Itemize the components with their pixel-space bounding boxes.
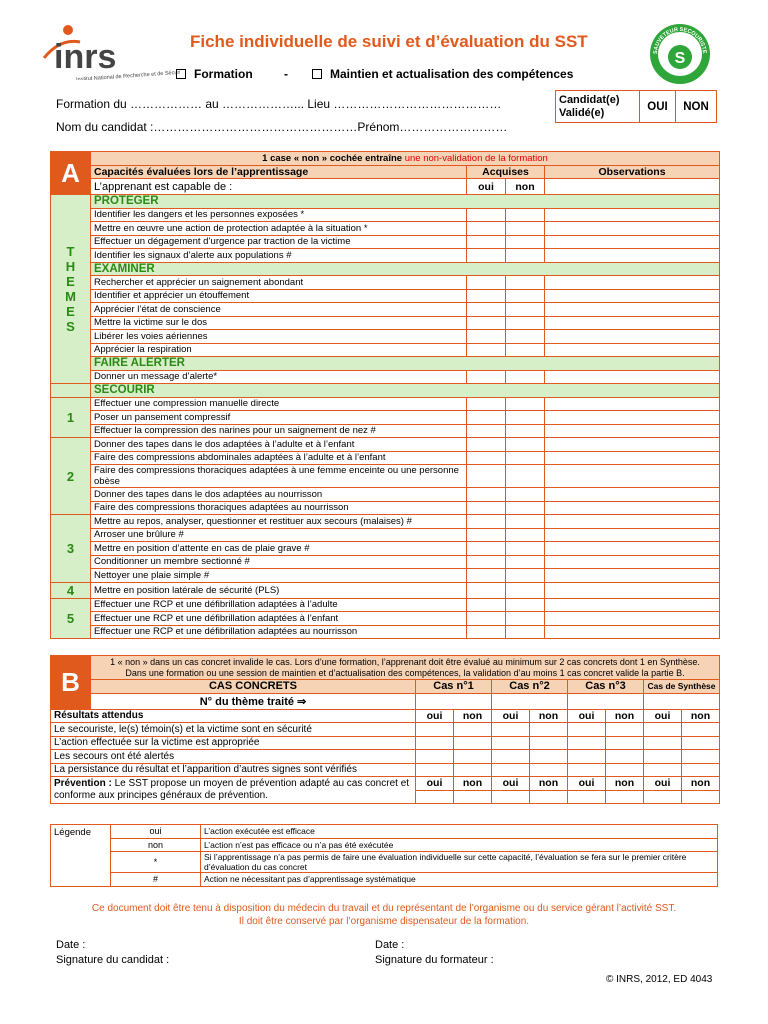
section-b-letter: B: [51, 656, 91, 710]
oui-cell[interactable]: [467, 582, 506, 598]
prevention-cell[interactable]: [606, 790, 644, 804]
non-cell[interactable]: [506, 582, 545, 598]
capacity-label: Apprécier l’état de conscience: [91, 303, 467, 317]
result-cell[interactable]: [454, 736, 492, 750]
result-cell[interactable]: [682, 763, 720, 777]
legend-text: L’action exécutée est efficace: [201, 825, 718, 839]
table-row: [51, 488, 720, 502]
result-cell[interactable]: [644, 736, 682, 750]
section-b-table: [50, 655, 720, 804]
observation-cell[interactable]: [545, 289, 720, 303]
capacity-label: Effectuer une RCP et une défibrillation adaptées à l’enfant: [91, 612, 467, 626]
oui-cell[interactable]: [467, 208, 506, 222]
result-cell[interactable]: [606, 750, 644, 764]
group-title-row: [51, 262, 720, 276]
table-row: [51, 424, 720, 438]
result-cell[interactable]: [606, 723, 644, 737]
non-cell[interactable]: [506, 316, 545, 330]
capacity-label: Effectuer un dégagement d’urgence par traction de la victime: [91, 235, 467, 249]
non-cell[interactable]: [506, 501, 545, 515]
oui-cell[interactable]: [467, 249, 506, 263]
result-cell[interactable]: [568, 763, 606, 777]
group-title-row: [51, 384, 720, 398]
result-cell[interactable]: [682, 736, 720, 750]
option-maintien[interactable]: [312, 67, 573, 81]
observation-cell[interactable]: [545, 343, 720, 357]
observation-cell[interactable]: [545, 303, 720, 317]
result-cell[interactable]: [682, 723, 720, 737]
result-label: La persistance du résultat et l’apparition d’autres signes sont vérifiés: [51, 763, 416, 777]
prevention-row: [51, 777, 720, 791]
non-cell[interactable]: [506, 515, 545, 529]
secourir-body: [51, 384, 720, 639]
prevention-cell[interactable]: [682, 790, 720, 804]
observation-cell[interactable]: [545, 424, 720, 438]
sst-badge: [645, 22, 715, 86]
legend-key: *: [111, 852, 201, 873]
observation-cell[interactable]: [545, 555, 720, 569]
cas2-label: Cas n°2: [492, 680, 568, 694]
table-row: [51, 598, 720, 612]
checkbox-icon[interactable]: [312, 69, 322, 79]
capacity-label: Mettre en œuvre une action de protection adaptée à la situation *: [91, 222, 467, 236]
observation-cell[interactable]: [545, 569, 720, 583]
result-header-row: [51, 709, 720, 723]
table-row: [51, 612, 720, 626]
table-row: [51, 465, 720, 488]
table-row: [51, 208, 720, 222]
legend-row: [51, 825, 718, 839]
table-row: [51, 235, 720, 249]
result-cell[interactable]: [606, 763, 644, 777]
synthese-theme[interactable]: [644, 693, 720, 709]
section-b-note2: Dans une formation ou une session de maintien et d’actualisation des compétences, la validation d’au moins 1 cas concret valide la partie B.: [125, 667, 685, 678]
note-black: 1 case « non » cochée entraîne: [262, 152, 403, 164]
capacity-label: Mettre en position latérale de sécurité (PLS): [91, 582, 467, 598]
table-row: [51, 569, 720, 583]
non-cell[interactable]: [506, 276, 545, 290]
result-cell[interactable]: [644, 723, 682, 737]
prevention-label: [51, 777, 416, 804]
capacity-label: Apprécier la respiration: [91, 343, 467, 357]
col-non: non: [506, 179, 545, 195]
capacity-label: Identifier les signaux d’alerte aux populations #: [91, 249, 467, 263]
table-row: [51, 289, 720, 303]
date-label: Date :: [56, 939, 86, 951]
oui-cell[interactable]: [467, 370, 506, 384]
non-label: non: [454, 709, 492, 723]
oui-cell[interactable]: [467, 316, 506, 330]
section-a-table: [50, 151, 720, 639]
table-row: [51, 763, 720, 777]
badge-letter: S: [674, 50, 686, 67]
non-cell[interactable]: [506, 330, 545, 344]
observation-cell[interactable]: [545, 501, 720, 515]
capacity-label: Conditionner un membre sectionné #: [91, 555, 467, 569]
footer-note1: Ce document doit être tenu à disposition du médecin du travail et du représentant de l’organisme ou du service gérant l’activité SST.: [91, 903, 677, 914]
non-cell[interactable]: [506, 465, 545, 488]
non-label: non: [682, 777, 720, 791]
checkbox-icon[interactable]: [176, 69, 186, 79]
non-cell[interactable]: [506, 598, 545, 612]
non-label: non: [530, 709, 568, 723]
result-cell[interactable]: [568, 750, 606, 764]
table-row: [51, 438, 720, 452]
secourir-number: 2: [51, 438, 91, 515]
non-cell[interactable]: [506, 612, 545, 626]
result-cell[interactable]: [644, 763, 682, 777]
legend-key: #: [111, 873, 201, 887]
result-cell[interactable]: [416, 736, 454, 750]
legend-text: L’action n’est pas efficace ou n’a pas été exécutée: [201, 838, 718, 852]
oui-label: oui: [568, 709, 606, 723]
section-a-letter: A: [51, 152, 91, 195]
observation-cell[interactable]: [545, 208, 720, 222]
table-row: [51, 501, 720, 515]
oui-label: oui: [416, 777, 454, 791]
legend-title: Légende: [51, 825, 111, 887]
oui-cell[interactable]: [467, 397, 506, 411]
cas-concrets-label: CAS CONCRETS: [91, 680, 416, 694]
logo-subtitle: Institut National de Recherche et de Sécurité: [75, 69, 180, 80]
prevention-bold: Prévention :: [54, 778, 112, 789]
cas1-label: Cas n°1: [416, 680, 492, 694]
result-cell[interactable]: [682, 750, 720, 764]
observation-cell[interactable]: [545, 249, 720, 263]
group-title: SECOURIR: [91, 384, 720, 398]
logo-text: inrs: [54, 38, 117, 76]
valid-label: Candidat(e) Validé(e): [556, 91, 640, 123]
group-title-row: [51, 357, 720, 371]
legend-text: Action ne nécessitant pas d’apprentissage systématique: [201, 873, 718, 887]
trainer-signature[interactable]: [375, 938, 494, 968]
capacity-label: Effectuer une RCP et une défibrillation adaptées à l’adulte: [91, 598, 467, 612]
result-cell[interactable]: [644, 750, 682, 764]
observation-cell[interactable]: [545, 488, 720, 502]
oui-cell[interactable]: [467, 303, 506, 317]
oui-cell[interactable]: [467, 235, 506, 249]
result-cell[interactable]: [492, 763, 530, 777]
legend-row: [51, 852, 718, 873]
sig-formateur-label: Signature du formateur :: [375, 954, 494, 966]
observation-cell[interactable]: [545, 370, 720, 384]
oui-cell[interactable]: [467, 515, 506, 529]
legend-key: non: [111, 838, 201, 852]
table-row: [51, 515, 720, 529]
capacity-label: Faire des compressions abdominales adaptées à l’adulte et à l’enfant: [91, 451, 467, 465]
oui-cell[interactable]: [467, 438, 506, 452]
table-row: [51, 555, 720, 569]
table-row: [51, 723, 720, 737]
sig-candidat-label: Signature du candidat :: [56, 954, 170, 966]
non-label: non: [682, 709, 720, 723]
oui-cell[interactable]: [467, 555, 506, 569]
result-cell[interactable]: [568, 736, 606, 750]
footer-note2: Il doit être conservé par l’organisme dispensateur de la formation.: [238, 916, 530, 927]
table-row: [51, 625, 720, 639]
non-cell[interactable]: [506, 542, 545, 556]
option-separator: -: [284, 67, 288, 81]
capacity-label: Faire des compressions thoraciques adaptées au nourrisson: [91, 501, 467, 515]
result-cell[interactable]: [454, 723, 492, 737]
cas2-theme[interactable]: [492, 693, 568, 709]
cas-synthese-label: Cas de Synthèse: [644, 680, 720, 694]
oui-label: oui: [644, 777, 682, 791]
oui-cell[interactable]: [467, 289, 506, 303]
candidate-name-line[interactable]: Nom du candidat :……………………………………………Prénom………………………: [56, 120, 508, 134]
oui-label: oui: [492, 709, 530, 723]
result-cell[interactable]: [454, 750, 492, 764]
observation-cell[interactable]: [545, 582, 720, 598]
prevention-cell[interactable]: [416, 790, 454, 804]
capacity-label: Effectuer une RCP et une défibrillation adaptées au nourrisson: [91, 625, 467, 639]
oui-cell[interactable]: [467, 330, 506, 344]
non-label: non: [606, 709, 644, 723]
capacity-label: Identifier les dangers et les personnes exposées *: [91, 208, 467, 222]
non-cell[interactable]: [506, 411, 545, 425]
section-a-note: [91, 152, 720, 166]
non-cell[interactable]: [506, 625, 545, 639]
oui-cell[interactable]: [467, 528, 506, 542]
non-cell[interactable]: [506, 249, 545, 263]
themes-label: [51, 195, 91, 384]
validation-table: [555, 90, 717, 123]
observation-cell[interactable]: [545, 598, 720, 612]
non-cell[interactable]: [506, 451, 545, 465]
table-row: [51, 370, 720, 384]
non-cell[interactable]: [506, 555, 545, 569]
table-row: [51, 276, 720, 290]
observation-cell[interactable]: [545, 316, 720, 330]
oui-label: oui: [568, 777, 606, 791]
legend-row: [51, 838, 718, 852]
copyright: © INRS, 2012, ED 4043: [606, 974, 713, 985]
section-b-note: [91, 656, 720, 680]
table-row: [51, 411, 720, 425]
oui-cell[interactable]: [467, 501, 506, 515]
non-cell[interactable]: [506, 397, 545, 411]
prevention-text: Le SST propose un moyen de prévention adapté au cas concret et conforme aux principes généraux de prévention.: [54, 778, 410, 801]
non-cell[interactable]: [506, 289, 545, 303]
capacity-label: Poser un pansement compressif: [91, 411, 467, 425]
badge-text: SAUVETEUR SECOURISTE: [652, 26, 708, 55]
observation-cell[interactable]: [545, 465, 720, 488]
table-row: [51, 397, 720, 411]
result-cell[interactable]: [416, 750, 454, 764]
non-label: non: [606, 777, 644, 791]
non-cell[interactable]: [506, 569, 545, 583]
observation-cell[interactable]: [545, 438, 720, 452]
non-cell[interactable]: [506, 528, 545, 542]
oui-cell[interactable]: [467, 276, 506, 290]
capacity-label: Rechercher et apprécier un saignement abondant: [91, 276, 467, 290]
oui-cell[interactable]: [467, 598, 506, 612]
oui-cell[interactable]: [467, 424, 506, 438]
cas3-label: Cas n°3: [568, 680, 644, 694]
capacity-label: Faire des compressions thoraciques adaptées à une femme enceinte ou une personne obèse: [91, 465, 467, 488]
group-title: EXAMINER: [91, 262, 720, 276]
capacity-label: Libérer les voies aériennes: [91, 330, 467, 344]
result-cell[interactable]: [530, 723, 568, 737]
table-row: [51, 303, 720, 317]
candidate-signature[interactable]: [56, 938, 169, 968]
secourir-number: 4: [51, 582, 91, 598]
result-label: L’action effectuée sur la victime est appropriée: [51, 736, 416, 750]
result-cell[interactable]: [530, 763, 568, 777]
group-title: PROTEGER: [91, 195, 720, 209]
result-cell[interactable]: [530, 736, 568, 750]
result-cell[interactable]: [492, 736, 530, 750]
col-capacites: Capacités évaluées lors de l’apprentissage: [91, 165, 467, 179]
non-cell[interactable]: [506, 303, 545, 317]
result-cell[interactable]: [416, 723, 454, 737]
inrs-logo: [40, 20, 180, 80]
result-cell[interactable]: [492, 750, 530, 764]
legend-key: oui: [111, 825, 201, 839]
observation-cell[interactable]: [545, 411, 720, 425]
non-cell[interactable]: [506, 343, 545, 357]
oui-label: oui: [416, 709, 454, 723]
valid-oui[interactable]: OUI: [640, 91, 676, 123]
capacity-label: Effectuer la compression des narines pour un saignement de nez #: [91, 424, 467, 438]
note-red: une non-validation de la formation: [404, 152, 548, 164]
prevention-cell[interactable]: [454, 790, 492, 804]
table-row: [51, 528, 720, 542]
legend-table: [50, 824, 718, 887]
capacity-label: Mettre au repos, analyser, questionner et restituer aux secours (malaises) #: [91, 515, 467, 529]
resultats-label: Résultats attendus: [51, 709, 416, 723]
non-cell[interactable]: [506, 208, 545, 222]
col-observations: Observations: [545, 165, 720, 179]
non-cell[interactable]: [506, 424, 545, 438]
oui-cell[interactable]: [467, 451, 506, 465]
observation-cell[interactable]: [545, 276, 720, 290]
themes-body: [51, 195, 720, 384]
themes-text: THEMES: [65, 244, 76, 334]
observation-cell[interactable]: [545, 235, 720, 249]
prevention-cell[interactable]: [492, 790, 530, 804]
group-title: FAIRE ALERTER: [91, 357, 720, 371]
capacity-label: Nettoyer une plaie simple #: [91, 569, 467, 583]
group-title-row: [51, 195, 720, 209]
oui-label: oui: [492, 777, 530, 791]
capacity-label: Donner un message d’alerte*: [91, 370, 467, 384]
result-cell[interactable]: [530, 750, 568, 764]
non-label: non: [454, 777, 492, 791]
table-row: [51, 316, 720, 330]
oui-cell[interactable]: [467, 343, 506, 357]
result-cell[interactable]: [454, 763, 492, 777]
result-cell[interactable]: [492, 723, 530, 737]
col-acquises: Acquises: [467, 165, 545, 179]
oui-cell[interactable]: [467, 569, 506, 583]
footer-note: [0, 902, 768, 928]
result-label: Les secours ont été alertés: [51, 750, 416, 764]
oui-cell[interactable]: [467, 625, 506, 639]
table-row: [51, 582, 720, 598]
oui-cell[interactable]: [467, 542, 506, 556]
non-cell[interactable]: [506, 235, 545, 249]
non-label: non: [530, 777, 568, 791]
prevention-cell[interactable]: [568, 790, 606, 804]
col-oui: oui: [467, 179, 506, 195]
prevention-cell[interactable]: [530, 790, 568, 804]
section-b-note1: 1 « non » dans un cas concret invalide le cas. Lors d’une formation, l’apprenant doit être évalué au minimum sur 2 cas concrets dont 1 en Synthèse.: [110, 656, 700, 667]
observation-cell[interactable]: [545, 528, 720, 542]
capacity-label: Mettre en position d’attente en cas de plaie grave #: [91, 542, 467, 556]
oui-cell[interactable]: [467, 465, 506, 488]
capable-label: L’apprenant est capable de :: [91, 179, 467, 195]
table-row: [51, 750, 720, 764]
oui-cell[interactable]: [467, 222, 506, 236]
option-maintien-label: Maintien et actualisation des compétences: [330, 67, 574, 81]
non-cell[interactable]: [506, 222, 545, 236]
observation-cell[interactable]: [545, 451, 720, 465]
observation-cell[interactable]: [545, 625, 720, 639]
page-title: Fiche individuelle de suivi et d’évaluation du SST: [190, 32, 588, 51]
observation-cell[interactable]: [545, 515, 720, 529]
prevention-cell[interactable]: [644, 790, 682, 804]
oui-label: oui: [644, 709, 682, 723]
result-cell[interactable]: [606, 736, 644, 750]
oui-cell[interactable]: [467, 488, 506, 502]
non-cell[interactable]: [506, 438, 545, 452]
result-cell[interactable]: [416, 763, 454, 777]
observation-cell[interactable]: [545, 542, 720, 556]
option-formation-label: Formation: [194, 67, 253, 81]
formation-line[interactable]: Formation du ……………… au ………………... Lieu ……………………………………: [56, 97, 502, 111]
table-row: [51, 451, 720, 465]
table-row: [51, 330, 720, 344]
capacity-label: Effectuer une compression manuelle directe: [91, 397, 467, 411]
non-cell[interactable]: [506, 488, 545, 502]
secourir-number: 3: [51, 515, 91, 583]
oui-cell[interactable]: [467, 612, 506, 626]
results-body: [51, 709, 720, 804]
capacity-label: Donner des tapes dans le dos adaptées à l’adulte et à l’enfant: [91, 438, 467, 452]
observation-cell[interactable]: [545, 612, 720, 626]
table-row: [51, 736, 720, 750]
observation-cell[interactable]: [545, 222, 720, 236]
capacity-label: Donner des tapes dans le dos adaptées au nourrisson: [91, 488, 467, 502]
secourir-number: 1: [51, 397, 91, 438]
cas1-theme[interactable]: [416, 693, 492, 709]
legend-text: Si l’apprentissage n’a pas permis de faire une évaluation individuelle sur cette capacité, l’évaluation se fera sur le premier critère d’évaluation du cas concret: [201, 852, 718, 873]
oui-cell[interactable]: [467, 411, 506, 425]
result-cell[interactable]: [568, 723, 606, 737]
observation-cell[interactable]: [545, 397, 720, 411]
table-row: [51, 249, 720, 263]
secourir-number: 5: [51, 598, 91, 639]
capacity-label: Identifier et apprécier un étouffement: [91, 289, 467, 303]
capacity-label: Mettre la victime sur le dos: [91, 316, 467, 330]
cas3-theme[interactable]: [568, 693, 644, 709]
non-cell[interactable]: [506, 370, 545, 384]
theme-traite-label: N° du thème traité ⇒: [91, 693, 416, 709]
table-row: [51, 222, 720, 236]
date-label: Date :: [375, 939, 405, 951]
table-row: [51, 542, 720, 556]
option-formation[interactable]: [176, 67, 253, 81]
observation-cell[interactable]: [545, 330, 720, 344]
result-label: Le secouriste, le(s) témoin(s) et la victime sont en sécurité: [51, 723, 416, 737]
table-row: [51, 343, 720, 357]
valid-non[interactable]: NON: [676, 91, 717, 123]
capacity-label: Arroser une brûlure #: [91, 528, 467, 542]
legend-row: [51, 873, 718, 887]
